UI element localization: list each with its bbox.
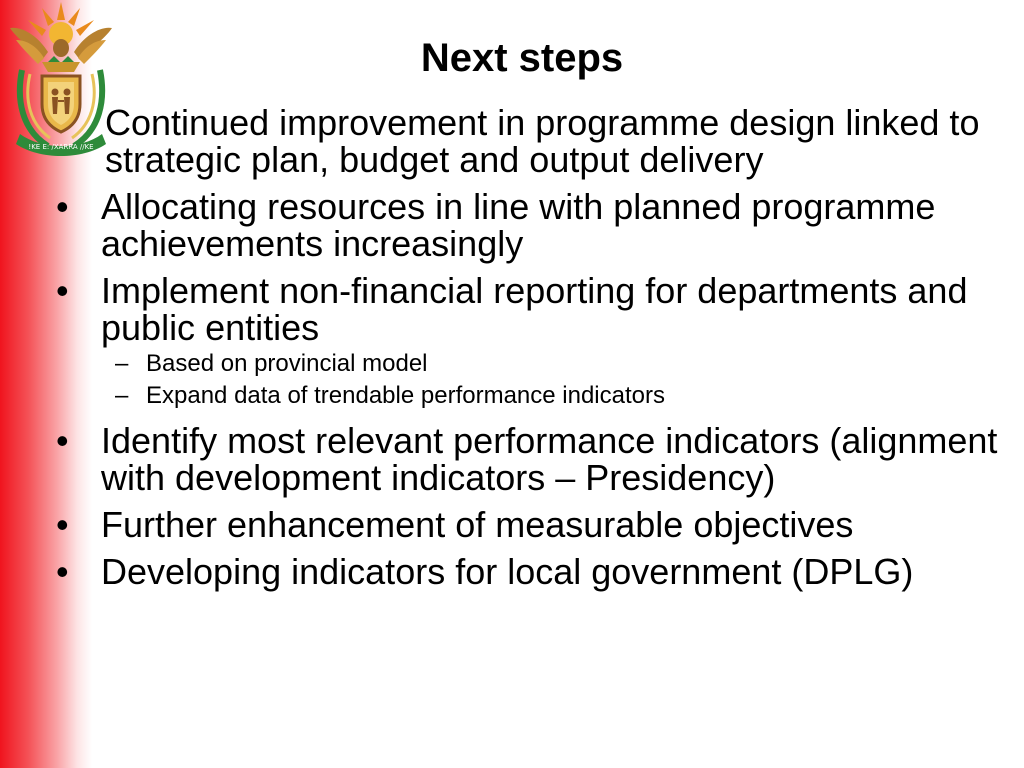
bullet-marker: • — [56, 504, 69, 545]
sub-bullet-item — [101, 380, 1024, 412]
bullet-item — [0, 506, 1024, 543]
sub-bullet-marker: – — [115, 382, 129, 409]
bullet-list — [0, 104, 1024, 600]
bullet-text: Allocating resources in line with planned programme achievements increasingly — [101, 186, 936, 264]
sub-bullet-text: Based on provincial model — [146, 350, 428, 377]
sub-bullet-marker: – — [115, 350, 129, 377]
sub-bullet-list — [101, 348, 1024, 412]
sub-bullet-item — [101, 348, 1024, 380]
bullet-item — [0, 188, 1024, 262]
bullet-text: Identify most relevant performance indicators (alignment with development indicators – Presidency) — [101, 420, 998, 498]
bullet-item — [0, 104, 1024, 178]
bullet-marker: • — [56, 270, 69, 311]
bullet-text: Continued improvement in programme design linked to strategic plan, budget and output delivery — [105, 102, 980, 180]
slide-title: Next steps — [420, 36, 624, 80]
bullet-text: Developing indicators for local government (DPLG) — [101, 551, 914, 592]
svg-text:!KE E: /XARRA //KE: !KE E: /XARRA //KE — [28, 143, 94, 151]
bullet-text: Further enhancement of measurable objectives — [101, 504, 854, 545]
sub-bullet-text: Expand data of trendable performance indicators — [146, 382, 665, 409]
bullet-marker: • — [56, 186, 69, 227]
bullet-marker: • — [56, 551, 69, 592]
bullet-item — [0, 553, 1024, 590]
bullet-item — [0, 272, 1024, 412]
bullet-marker: • — [56, 420, 69, 461]
bullet-item — [0, 422, 1024, 496]
bullet-text: Implement non-financial reporting for departments and public entities — [101, 270, 968, 348]
